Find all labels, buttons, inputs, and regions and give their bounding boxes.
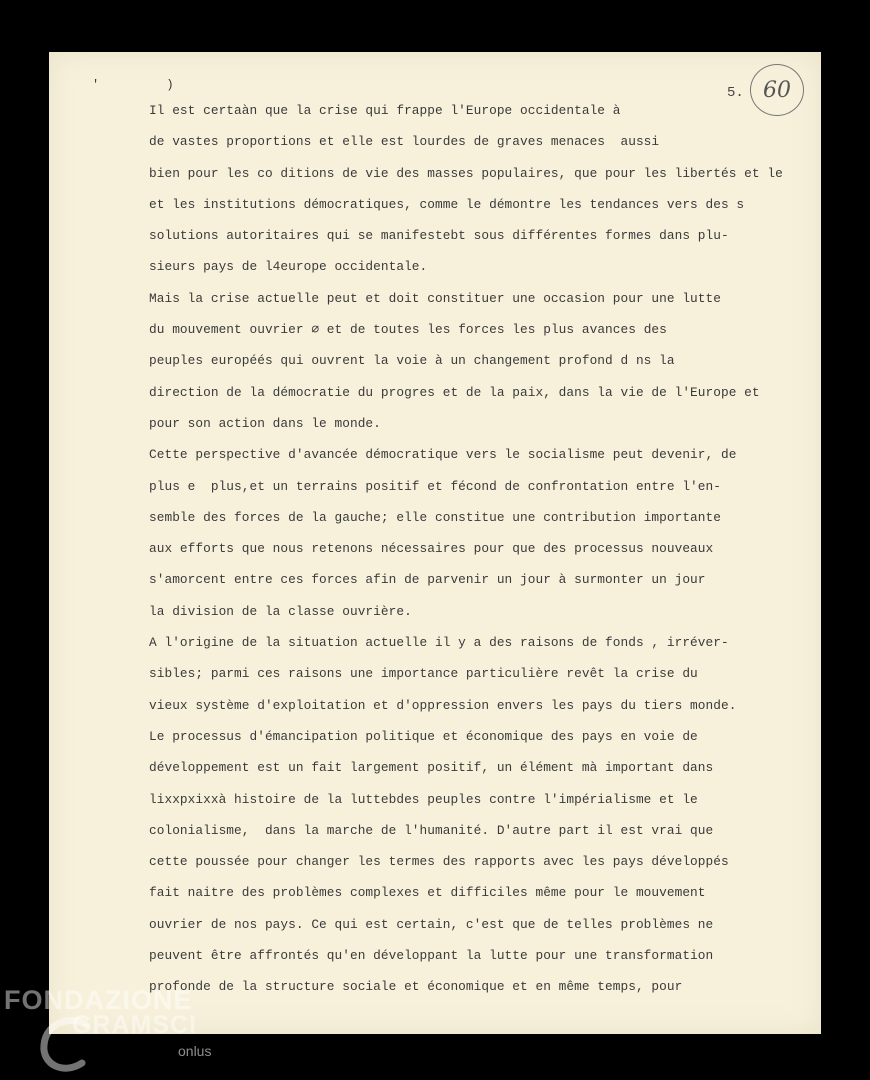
text-line: direction de la démocratie du progres et de la paix, dans la vie de l'Europe et: [149, 384, 760, 400]
text-line: solutions autoritaires qui se manifestebt sous différentes formes dans plu-: [149, 228, 729, 244]
text-line: cette poussée pour changer les termes des rapports avec les pays développés: [149, 854, 729, 870]
typewritten-text: [149, 101, 819, 1009]
text-line: semble des forces de la gauche; elle constitue une contribution importante: [149, 509, 721, 525]
page-number: 5.: [727, 85, 744, 101]
corner-marks: ' ): [92, 78, 204, 92]
archive-number: 60: [763, 77, 791, 103]
text-line: vieux système d'exploitation et d'oppression envers les pays du tiers monde.: [149, 697, 737, 713]
text-line: sibles; parmi ces raisons une importance particulière revêt la crise du: [149, 666, 698, 682]
text-line: lixxpxixxà histoire de la luttebdes peuples contre l'impérialisme et le: [149, 791, 698, 807]
text-line: colonialisme, dans la marche de l'humanité. D'autre part il est vrai que: [149, 822, 714, 838]
text-line: aux efforts que nous retenons nécessaires pour que des processus nouveaux: [149, 541, 714, 557]
text-line: la division de la classe ouvrière.: [149, 603, 412, 619]
text-line: s'amorcent entre ces forces afin de parvenir un jour à surmonter un jour: [149, 572, 706, 588]
text-line: plus e plus,et un terrains positif et fécond de confrontation entre l'en-: [149, 478, 721, 494]
text-line: de vastes proportions et elle est lourdes de graves menaces aussi: [149, 134, 660, 150]
text-line: profonde de la structure sociale et économique et en même temps, pour: [149, 979, 683, 995]
text-line: développement est un fait largement positif, un élément mà important dans: [149, 760, 714, 776]
text-line: bien pour les co ditions de vie des masses populaires, que pour les libertés et le: [149, 165, 783, 181]
text-line: Le processus d'émancipation politique et économique des pays en voie de: [149, 728, 698, 744]
watermark-suffix: onlus: [178, 1043, 212, 1059]
fondazione-gramsci-watermark: [4, 985, 224, 1075]
text-line: Cette perspective d'avancée démocratique vers le socialisme peut devenir, de: [149, 447, 737, 463]
text-line: A l'origine de la situation actuelle il y a des raisons de fonds , irréver-: [149, 635, 729, 651]
text-line: Il est certaàn que la crise qui frappe l'Europe occidentale à: [149, 103, 621, 118]
text-line: Mais la crise actuelle peut et doit constituer une occasion pour une lutte: [149, 290, 721, 306]
text-line: ouvrier de nos pays. Ce qui est certain, c'est que de telles problèmes ne: [149, 916, 714, 932]
text-line: fait naitre des problèmes complexes et difficiles même pour le mouvement: [149, 885, 706, 901]
text-line: et les institutions démocratiques, comme le démontre les tendances vers des s: [149, 196, 745, 212]
watermark-subtitle: GRAMSCI: [72, 1011, 198, 1039]
text-line: du mouvement ouvrier ∅ et de toutes les forces les plus avances des: [149, 322, 667, 338]
text-line: pour son action dans le monde.: [149, 415, 381, 431]
text-line: sieurs pays de l4europe occidentale.: [149, 259, 428, 275]
watermark-title: FONDAZIONE: [4, 985, 193, 1015]
text-line: peuvent être affrontés qu'en développant la lutte pour une transformation: [149, 948, 714, 964]
text-line: peuples européés qui ouvrent la voie à un changement profond d ns la: [149, 353, 675, 369]
